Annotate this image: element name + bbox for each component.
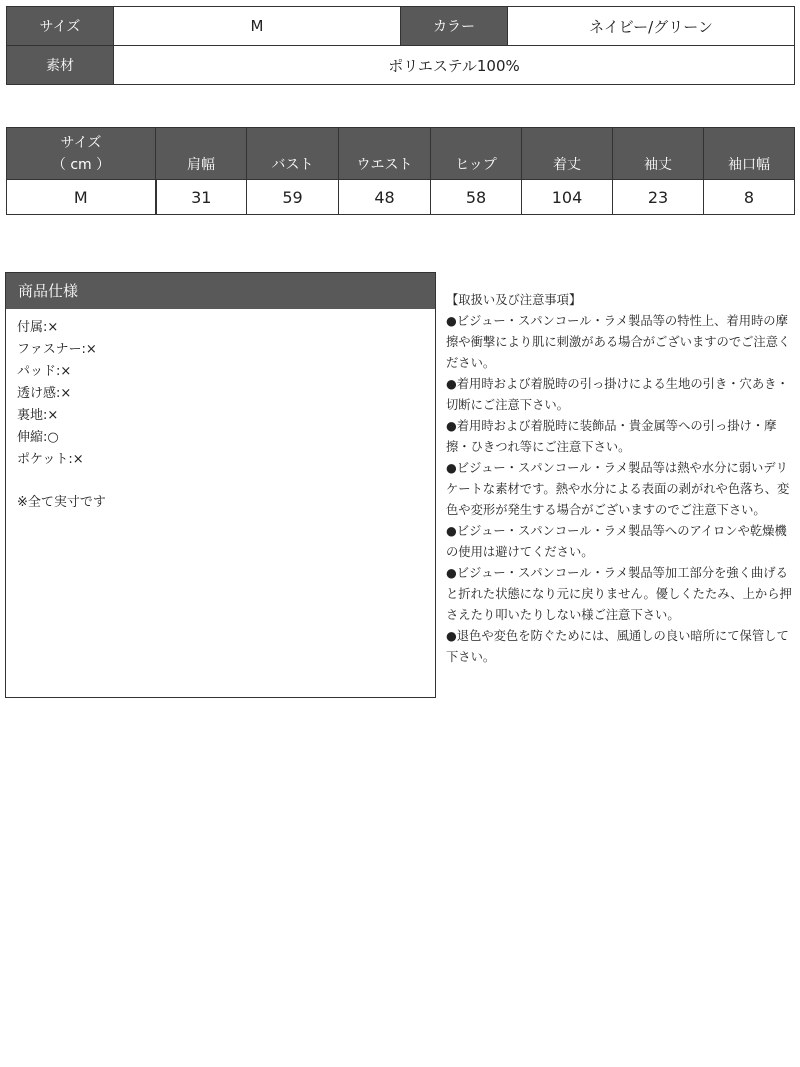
care-item: ●着用時および着脱時に装飾品・貴金属等への引っ掛け・摩擦・ひきつれ等にご注意下さい。 bbox=[446, 419, 777, 454]
length-cell: 104 bbox=[522, 180, 613, 215]
column-length: 着丈 bbox=[522, 128, 613, 180]
size-table-header bbox=[7, 128, 795, 180]
spec-item-pocket: ポケット:× bbox=[17, 452, 84, 467]
column-hip: ヒップ bbox=[431, 128, 522, 180]
spec-item-zipper: ファスナー:× bbox=[17, 342, 97, 357]
spec-item-stretch: 伸縮:○ bbox=[17, 430, 59, 445]
info-row-size-color bbox=[7, 7, 795, 46]
care-notes bbox=[446, 290, 794, 668]
size-header-line2: （ cm ） bbox=[51, 156, 111, 173]
size-table bbox=[6, 127, 795, 215]
color-value: ネイビー/グリーン bbox=[508, 7, 795, 46]
table-row bbox=[7, 180, 795, 215]
spec-item-accessory: 付属:× bbox=[17, 320, 59, 335]
info-table bbox=[6, 6, 795, 85]
spec-note: ※全て実寸です bbox=[17, 495, 106, 510]
column-shoulder: 肩幅 bbox=[156, 128, 247, 180]
color-label: カラー bbox=[401, 7, 508, 46]
spec-box bbox=[5, 272, 436, 698]
care-item: ●退色や変色を防ぐためには、風通しの良い暗所にて保管して下さい。 bbox=[446, 629, 789, 664]
spec-list bbox=[6, 309, 435, 514]
column-sleeve: 袖丈 bbox=[613, 128, 704, 180]
hip-cell: 58 bbox=[431, 180, 522, 215]
size-label: サイズ bbox=[7, 7, 114, 46]
size-cell: M bbox=[7, 180, 156, 215]
material-label: 素材 bbox=[7, 46, 114, 85]
column-bust: バスト bbox=[247, 128, 339, 180]
info-row-material bbox=[7, 46, 795, 85]
size-header-line1: サイズ bbox=[60, 134, 102, 151]
sleeve-cell: 23 bbox=[613, 180, 704, 215]
care-item: ●着用時および着脱時の引っ掛けによる生地の引き・穴あき・切断にご注意下さい。 bbox=[446, 377, 789, 412]
care-item: ●ビジュー・スパンコール・ラメ製品等の特性上、着用時の摩擦や衝撃により肌に刺激がある場合がございますのでご注意ください。 bbox=[446, 314, 791, 370]
waist-cell: 48 bbox=[339, 180, 431, 215]
care-item: ●ビジュー・スパンコール・ラメ製品等へのアイロンや乾燥機の使用は避けてください。 bbox=[446, 524, 787, 559]
spec-item-pad: パッド:× bbox=[17, 364, 72, 379]
care-title: 【取扱い及び注意事項】 bbox=[446, 293, 582, 307]
care-item: ●ビジュー・スパンコール・ラメ製品等加工部分を強く曲げると折れた状態になり元に戻りません。優しくたたみ、上から押さえたり叩いたりしない様ご注意下さい。 bbox=[446, 566, 792, 622]
size-value: M bbox=[114, 7, 401, 46]
size-header-cell bbox=[7, 128, 156, 180]
column-cuff: 袖口幅 bbox=[704, 128, 795, 180]
care-item: ●ビジュー・スパンコール・ラメ製品等は熱や水分に弱いデリケートな素材です。熱や水分による表面の剥がれや色落ち、変色や変形が発生する場合がございますのでご注意下さい。 bbox=[446, 461, 790, 517]
spec-item-lining: 裏地:× bbox=[17, 408, 59, 423]
cuff-cell: 8 bbox=[704, 180, 795, 215]
column-waist: ウエスト bbox=[339, 128, 431, 180]
material-value: ポリエステル100% bbox=[114, 46, 795, 85]
shoulder-cell: 31 bbox=[156, 180, 247, 215]
bust-cell: 59 bbox=[247, 180, 339, 215]
spec-item-sheerness: 透け感:× bbox=[17, 386, 72, 401]
spec-title: 商品仕様 bbox=[6, 273, 435, 309]
